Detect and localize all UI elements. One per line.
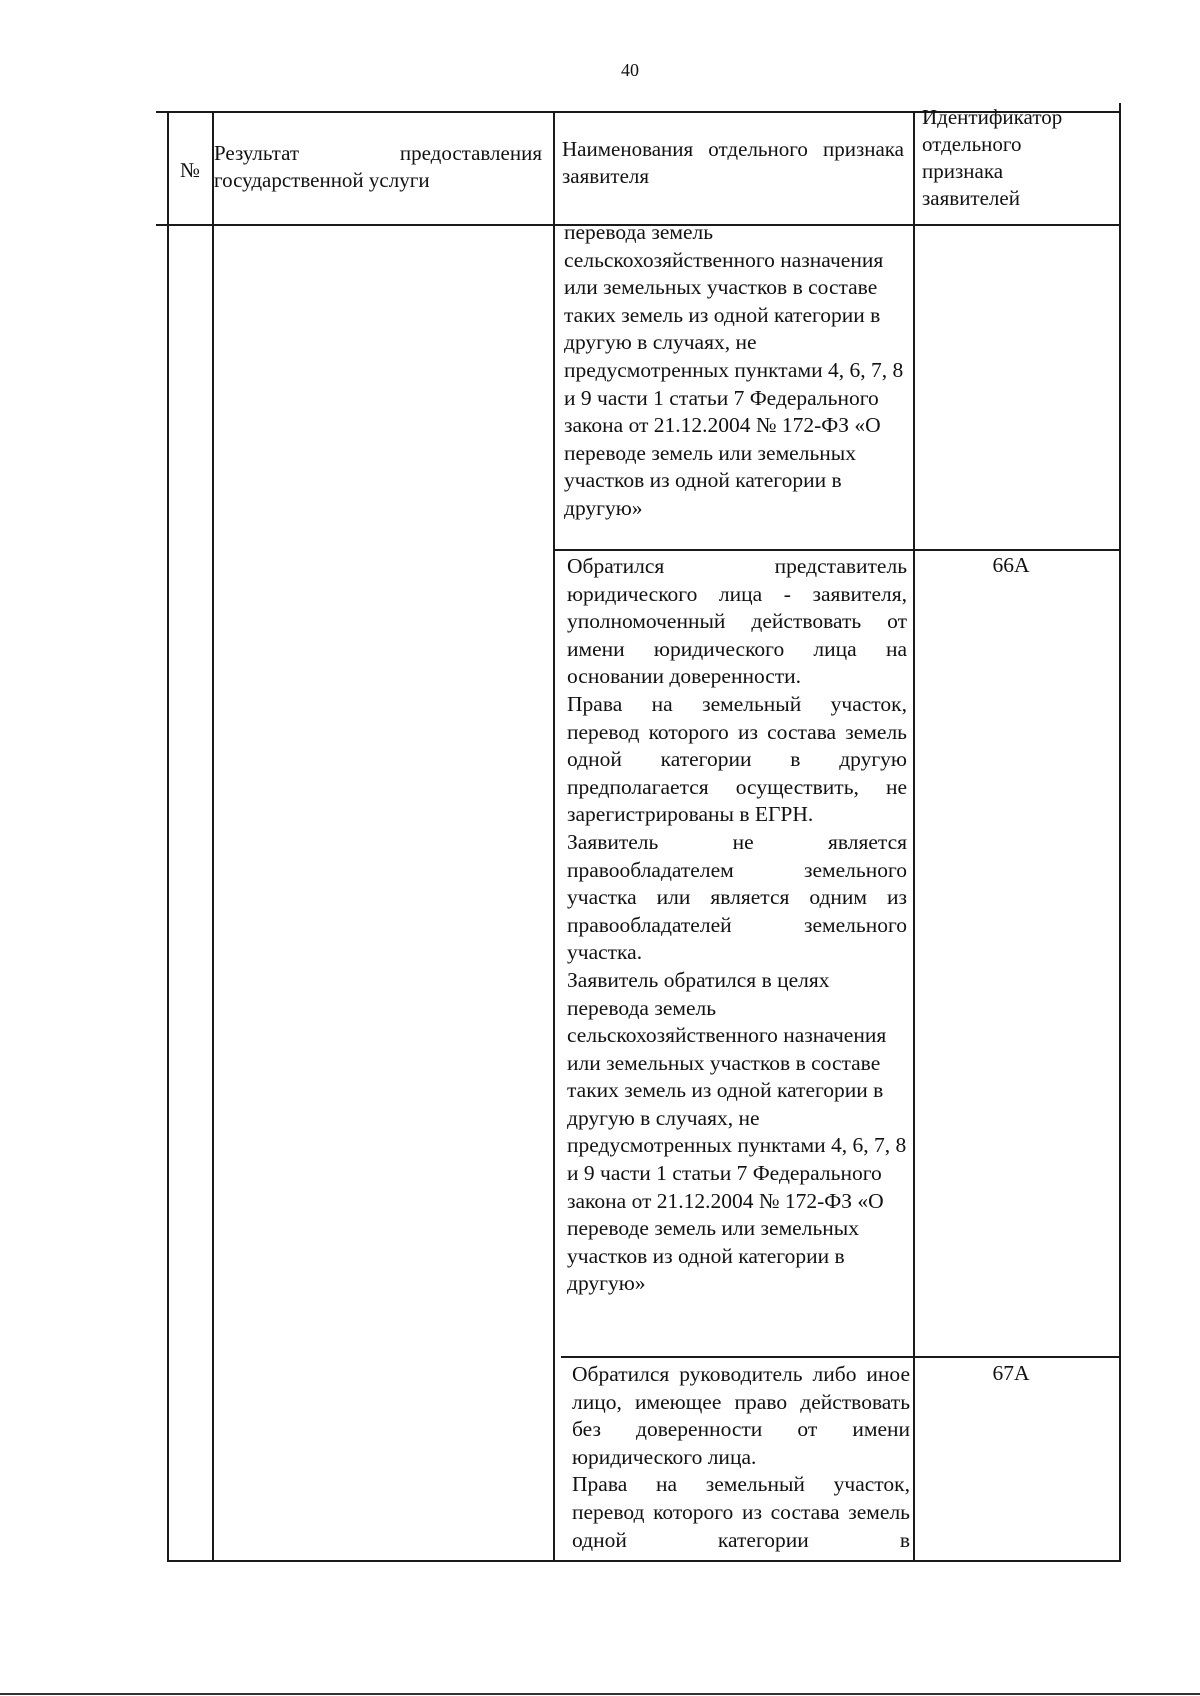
header-identifier: Идентификатор отдельного признака заявителей — [922, 105, 1063, 210]
table-left-border — [167, 111, 169, 1562]
header-feature-name: Наименования отдельного признака заявителя — [562, 137, 904, 188]
row-2-paragraph-4: Заявитель обратился в целях перевода земель сельскохозяйственного назначения или земельных участков в составе таких земель из одной категории в другую в случаях, не предусмотренных пунктами 4, 6, 7, 8 и 9 части 1 статьи 7 Федерального закона от 21.12.2004 № 172-ФЗ «О переводе земель или земельных участков из одной категории в другую» — [567, 967, 907, 1296]
col-divider — [913, 111, 915, 1562]
row-divider — [561, 1356, 1121, 1358]
row-3-feature-text — [572, 1361, 910, 1554]
row-2-paragraph-2: Права на земельный участок, перевод которого из состава земель одной категории в другую предполагается осуществить, не зарегистрированы в ЕГРН. — [567, 691, 907, 827]
table-bottom-border — [167, 1560, 1121, 1562]
header-num: № — [179, 158, 201, 182]
row-2-paragraph-3: Заявитель не является правообладателем земельного участка или является одним из правообладателей земельного участка. — [567, 829, 907, 965]
row-divider — [553, 549, 1121, 551]
row-2-paragraph-1: Обратился представитель юридического лица - заявителя, уполномоченный действовать от имени юридического лица на основании доверенности. — [567, 554, 907, 689]
row-3-paragraph-2: Права на земельный участок, перевод которого из состава земель одной категории в — [572, 1472, 910, 1552]
header-result: Результат предоставления государственной услуги — [214, 141, 542, 192]
row-2-identifier: 66А — [992, 553, 1030, 577]
page-bottom-line — [0, 1693, 1200, 1695]
row-3-identifier: 67А — [992, 1361, 1030, 1385]
row-1-paragraph-1: перевода земель сельскохозяйственного назначения или земельных участков в составе таких земель из одной категории в другую в случаях, не предусмотренных пунктами 4, 6, 7, 8 и 9 части 1 статьи 7 Федерального закона от 21.12.2004 № 172-ФЗ «О переводе земель или земельных участков из одной категории в другую» — [564, 220, 904, 520]
row-2-feature-text — [567, 553, 907, 1298]
table-right-border — [1119, 103, 1121, 1562]
col-divider — [553, 111, 555, 1562]
row-1-feature-text — [564, 219, 904, 523]
col-divider — [212, 111, 214, 1562]
page-number: 40 — [621, 60, 639, 80]
row-3-paragraph-1: Обратился руководитель либо иное лицо, имеющее право действовать без доверенности от имени юридического лица. — [572, 1362, 910, 1469]
